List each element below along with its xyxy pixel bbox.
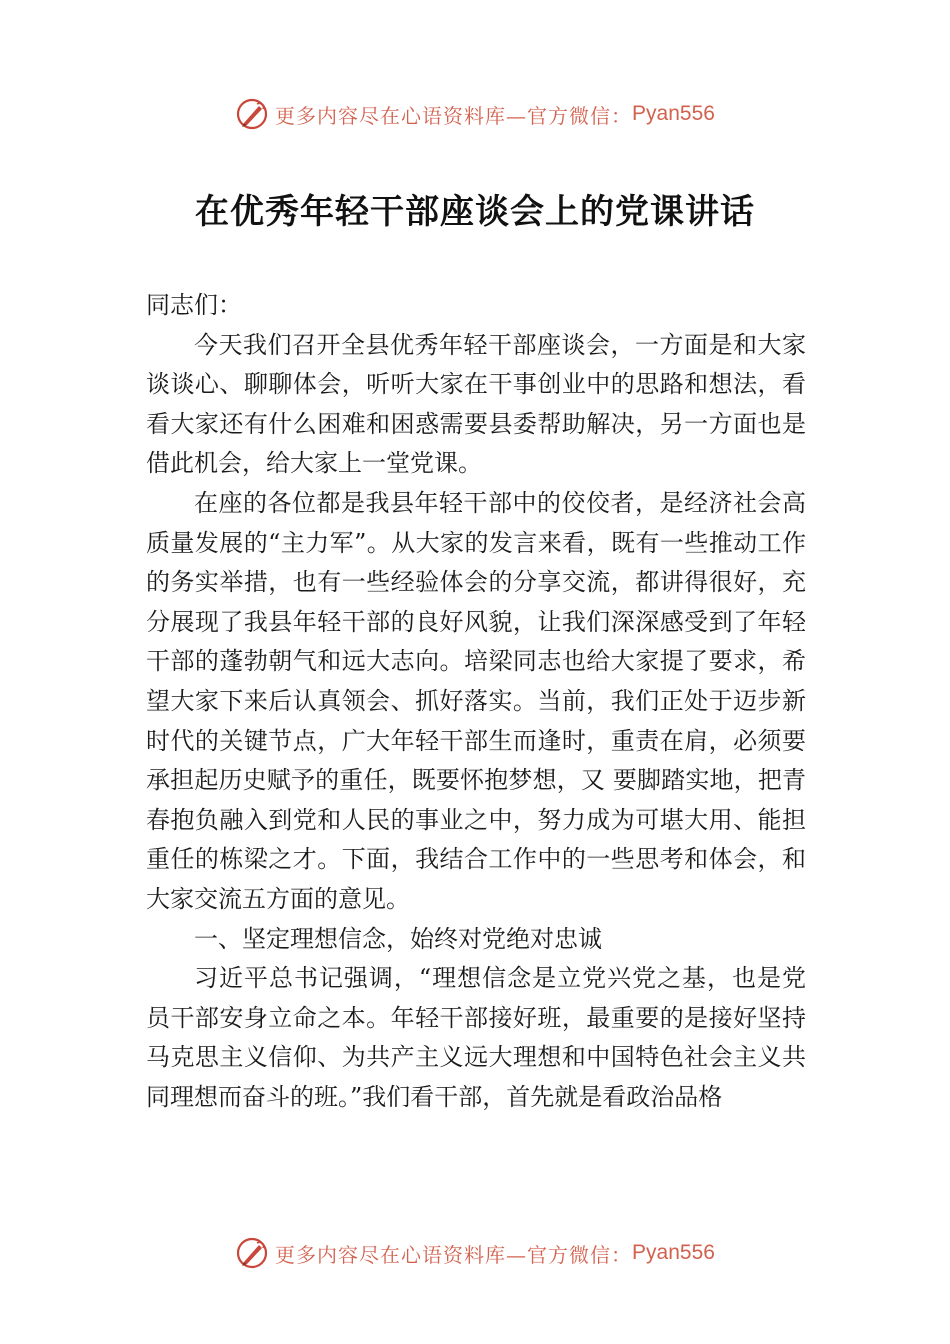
salutation: 同志们：: [146, 291, 242, 319]
paragraph-context: 在座的各位都是我县年轻干部中的佼佼者，是经济社会高质量发展的“主力军”。从大家的发言来看，既有一些推动工作的务实举措，也有一些经验体会的分享交流，都讲得很好，充分展现了我县年轻干部的良好风貌，让我们深深感受到了年轻干部的蓬勃朝气和远大志向。培梁同志也给大家提了要求，希望大家下来后认真领会、抓好落实。当前，我们正处于迈步新时代的关键节点，广大年轻干部生而逢时，重责在肩，必须要承担起历史赋予的重任，既要怀抱梦想，又 要脚踏实地，把青春抱负融入到党和人民的事业之中，努力成为可堪大用、能担重任的栋梁之才。下面，我结合工作中的一些思考和体会，和大家交流五方面的意见。: [146, 488, 806, 913]
paragraph-intro: 今天我们召开全县优秀年轻干部座谈会，一方面是和大家谈谈心、聊聊体会，听听大家在干事创业中的思路和想法，看看大家还有什么困难和困惑需要县委帮助解决，另一方面也是借此机会，给大家上一堂党课。: [146, 330, 806, 478]
watermark-text: 更多内容尽在心语资料库—官方微信：: [275, 1242, 633, 1267]
section-heading-1: 一、坚定理想信念，始终对党绝对忠诚: [194, 924, 602, 953]
watermark-wechat-id: Pyan556: [632, 102, 715, 125]
paragraph-section-1: 习近平总书记强调，“理想信念是立党兴党之基，也是党员干部安身立命之本。年轻干部接好班，最重要的是接好坚持马克思主义信仰、为共产主义远大理想和中国特色社会主义共同理想而奋斗的班。”我们看干部，首先就是看政治品格: [146, 964, 806, 1111]
header-watermark-banner: [0, 94, 950, 134]
pen-logo-icon: [235, 1236, 269, 1270]
pen-logo-icon: [235, 97, 269, 131]
document-body: [146, 286, 806, 1117]
watermark-wechat-id: Pyan556: [632, 1241, 715, 1264]
watermark-text: 更多内容尽在心语资料库—官方微信：: [275, 103, 633, 128]
document-title: 在优秀年轻干部座谈会上的党课讲话: [195, 192, 755, 232]
footer-watermark-banner: [0, 1233, 950, 1273]
